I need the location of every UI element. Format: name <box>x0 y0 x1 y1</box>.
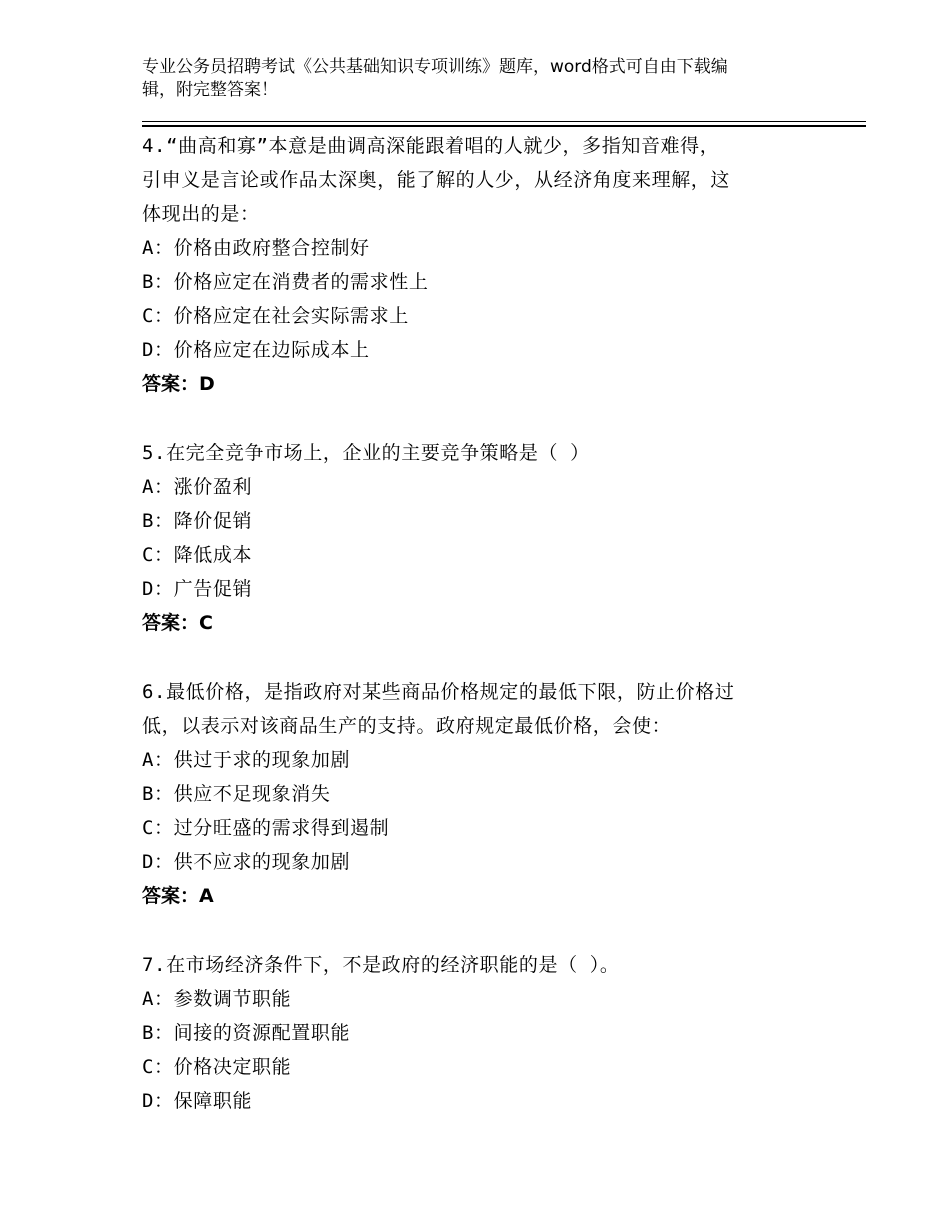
option-d: D：供不应求的现象加剧 <box>142 851 351 873</box>
answer-label: 答案：D <box>142 373 215 395</box>
option-a: A：价格由政府整合控制好 <box>142 237 370 259</box>
question-spacer <box>142 640 862 675</box>
header-divider-thick <box>142 125 866 127</box>
question-text: 6.最低价格，是指政府对某些商品价格规定的最低下限，防止价格过 <box>142 681 735 703</box>
header-divider-thin <box>142 121 866 122</box>
question-text: 4.“曲高和寡”本意是曲调高深能跟着唱的人就少，多指知音难得， <box>142 135 720 157</box>
question-list <box>142 129 862 1118</box>
question-text: 7.在市场经济条件下，不是政府的经济职能的是（ ）。 <box>142 954 620 976</box>
question-4 <box>142 129 862 401</box>
question-text: 体现出的是： <box>142 203 260 225</box>
question-spacer <box>142 401 862 436</box>
question-spacer <box>142 913 862 948</box>
option-b: B：价格应定在消费者的需求性上 <box>142 271 429 293</box>
option-b: B：供应不足现象消失 <box>142 783 331 805</box>
question-text: 低，以表示对该商品生产的支持。政府规定最低价格，会使： <box>142 715 672 737</box>
option-a: A：涨价盈利 <box>142 476 253 498</box>
option-c: C：价格决定职能 <box>142 1056 292 1078</box>
option-c: C：过分旺盛的需求得到遏制 <box>142 817 390 839</box>
document-header <box>142 56 822 102</box>
option-d: D：广告促销 <box>142 578 253 600</box>
answer-label: 答案：A <box>142 885 214 907</box>
option-b: B：降价促销 <box>142 510 253 532</box>
option-d: D：保障职能 <box>142 1090 253 1112</box>
option-a: A：供过于求的现象加剧 <box>142 749 351 771</box>
header-line-1: 专业公务员招聘考试《公共基础知识专项训练》题库，word格式可自由下载编 <box>142 57 728 77</box>
answer-label: 答案：C <box>142 612 213 634</box>
question-text: 5.在完全竞争市场上，企业的主要竞争策略是（ ） <box>142 442 590 464</box>
question-7 <box>142 948 862 1118</box>
question-text: 引申义是言论或作品太深奥，能了解的人少，从经济角度来理解，这 <box>142 169 731 191</box>
option-c: C：价格应定在社会实际需求上 <box>142 305 409 327</box>
option-d: D：价格应定在边际成本上 <box>142 339 370 361</box>
header-line-2: 辑，附完整答案！ <box>142 80 278 100</box>
question-5 <box>142 436 862 640</box>
question-6 <box>142 675 862 913</box>
option-b: B：间接的资源配置职能 <box>142 1022 351 1044</box>
option-c: C：降低成本 <box>142 544 253 566</box>
option-a: A：参数调节职能 <box>142 988 292 1010</box>
